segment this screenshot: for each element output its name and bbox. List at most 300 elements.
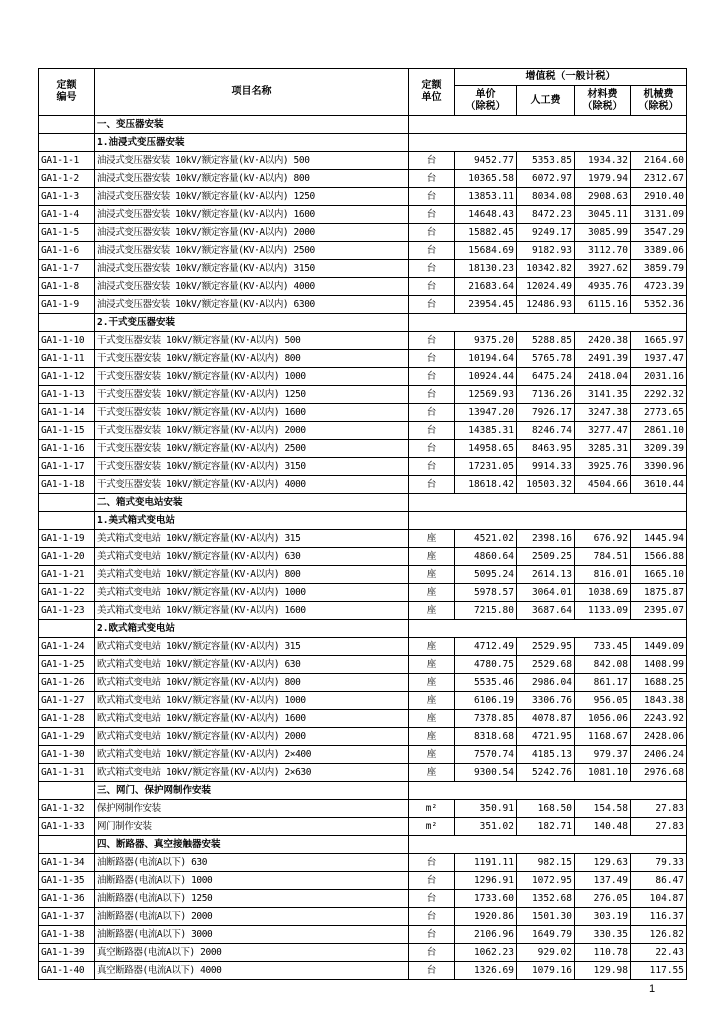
cell-material: 3112.70 — [575, 242, 631, 260]
cell-labor: 7136.26 — [517, 386, 575, 404]
cell-code: GA1-1-22 — [39, 584, 95, 602]
cell-name: 欧式箱式变电站 10kV/额定容量(KV·A以内) 1600 — [95, 710, 409, 728]
cell-name: 油断路器(电流A以下) 630 — [95, 854, 409, 872]
cell-price: 1326.69 — [455, 962, 517, 980]
cell-labor: 2529.95 — [517, 638, 575, 656]
cell-unit: 座 — [409, 692, 455, 710]
cell-name: 真空断路器(电流A以下) 2000 — [95, 944, 409, 962]
cell-code: GA1-1-5 — [39, 224, 95, 242]
cell-name: 油浸式变压器安装 10kV/额定容量(KV·A以内) 2000 — [95, 224, 409, 242]
cell-material: 842.08 — [575, 656, 631, 674]
cell-material: 3045.11 — [575, 206, 631, 224]
cell-labor: 2529.68 — [517, 656, 575, 674]
cell-material: 1056.06 — [575, 710, 631, 728]
cell-material: 816.01 — [575, 566, 631, 584]
table-row — [39, 422, 687, 440]
cell-labor: 8246.74 — [517, 422, 575, 440]
cell-code: GA1-1-20 — [39, 548, 95, 566]
cell-name: 保护网制作安装 — [95, 800, 409, 818]
cell-name: 欧式箱式变电站 10kV/额定容量(KV·A以内) 2×400 — [95, 746, 409, 764]
cell-unit: 座 — [409, 638, 455, 656]
cell-labor: 2509.25 — [517, 548, 575, 566]
cell-material: 861.17 — [575, 674, 631, 692]
cell-machine: 1937.47 — [631, 350, 687, 368]
cell-price: 351.02 — [455, 818, 517, 836]
table-row — [39, 602, 687, 620]
cell-material: 784.51 — [575, 548, 631, 566]
cell-labor: 2986.04 — [517, 674, 575, 692]
section-title: 1.美式箱式变电站 — [95, 512, 409, 530]
table-body — [39, 116, 687, 980]
cell-labor: 1079.16 — [517, 962, 575, 980]
cell-machine: 27.83 — [631, 818, 687, 836]
section-row — [39, 836, 687, 854]
cell-unit: 台 — [409, 422, 455, 440]
cell-name: 干式变压器安装 10kV/额定容量(KV·A以内) 1000 — [95, 368, 409, 386]
cell-material: 154.58 — [575, 800, 631, 818]
cell-name: 欧式箱式变电站 10kV/额定容量(KV·A以内) 630 — [95, 656, 409, 674]
cell-code: GA1-1-36 — [39, 890, 95, 908]
table-header — [39, 69, 687, 116]
cell-unit: 台 — [409, 206, 455, 224]
table-row — [39, 368, 687, 386]
table-row — [39, 962, 687, 980]
cell-labor: 6072.97 — [517, 170, 575, 188]
table-row — [39, 548, 687, 566]
cell-labor: 1501.30 — [517, 908, 575, 926]
cell-material: 1934.32 — [575, 152, 631, 170]
table-row — [39, 152, 687, 170]
cell-material: 2420.38 — [575, 332, 631, 350]
cell-labor: 1072.95 — [517, 872, 575, 890]
cell-labor: 5353.85 — [517, 152, 575, 170]
section-fill-cell — [409, 620, 687, 638]
cell-name: 干式变压器安装 10kV/额定容量(KV·A以内) 2500 — [95, 440, 409, 458]
header-machine: 机械费 （除税） — [631, 86, 687, 116]
cell-price: 7570.74 — [455, 746, 517, 764]
cell-code: GA1-1-30 — [39, 746, 95, 764]
cell-unit: 台 — [409, 458, 455, 476]
section-code-cell — [39, 134, 95, 152]
section-code-cell — [39, 620, 95, 638]
cell-machine: 1843.38 — [631, 692, 687, 710]
section-title: 2.干式变压器安装 — [95, 314, 409, 332]
cell-unit: 台 — [409, 332, 455, 350]
section-fill-cell — [409, 512, 687, 530]
section-code-cell — [39, 836, 95, 854]
table-row — [39, 404, 687, 422]
cell-unit: 台 — [409, 152, 455, 170]
cell-labor: 12024.49 — [517, 278, 575, 296]
cell-price: 21683.64 — [455, 278, 517, 296]
cell-code: GA1-1-32 — [39, 800, 95, 818]
cell-unit: 台 — [409, 278, 455, 296]
cell-unit: 台 — [409, 224, 455, 242]
cell-unit: 台 — [409, 890, 455, 908]
table-row — [39, 188, 687, 206]
cell-price: 4712.49 — [455, 638, 517, 656]
cell-price: 1062.23 — [455, 944, 517, 962]
cell-material: 733.45 — [575, 638, 631, 656]
cell-machine: 2861.10 — [631, 422, 687, 440]
cell-unit: 台 — [409, 872, 455, 890]
cell-name: 美式箱式变电站 10kV/额定容量(KV·A以内) 800 — [95, 566, 409, 584]
cell-price: 10194.64 — [455, 350, 517, 368]
cell-machine: 22.43 — [631, 944, 687, 962]
cell-machine: 3610.44 — [631, 476, 687, 494]
section-fill-cell — [409, 314, 687, 332]
cell-labor: 4078.87 — [517, 710, 575, 728]
cell-name: 油浸式变压器安装 10kV/额定容量(kV·A以内) 1600 — [95, 206, 409, 224]
cell-unit: 座 — [409, 674, 455, 692]
cell-name: 欧式箱式变电站 10kV/额定容量(KV·A以内) 2×630 — [95, 764, 409, 782]
header-material: 材料费 （除税） — [575, 86, 631, 116]
cell-name: 油浸式变压器安装 10kV/额定容量(kV·A以内) 500 — [95, 152, 409, 170]
table-row — [39, 764, 687, 782]
cell-machine: 1449.09 — [631, 638, 687, 656]
cell-price: 13853.11 — [455, 188, 517, 206]
cell-unit: 台 — [409, 296, 455, 314]
cell-material: 276.05 — [575, 890, 631, 908]
cell-unit: m² — [409, 818, 455, 836]
cell-price: 4860.64 — [455, 548, 517, 566]
cell-unit: 台 — [409, 350, 455, 368]
cell-price: 9300.54 — [455, 764, 517, 782]
cell-labor: 3306.76 — [517, 692, 575, 710]
cell-name: 油断路器(电流A以下) 2000 — [95, 908, 409, 926]
table-row — [39, 260, 687, 278]
cell-material: 3285.31 — [575, 440, 631, 458]
cell-code: GA1-1-25 — [39, 656, 95, 674]
table-row — [39, 350, 687, 368]
table-row — [39, 656, 687, 674]
cell-name: 干式变压器安装 10kV/额定容量(KV·A以内) 3150 — [95, 458, 409, 476]
cell-material: 129.98 — [575, 962, 631, 980]
cell-name: 油浸式变压器安装 10kV/额定容量(kV·A以内) 800 — [95, 170, 409, 188]
cell-price: 14648.43 — [455, 206, 517, 224]
cell-price: 15684.69 — [455, 242, 517, 260]
cell-unit: 台 — [409, 944, 455, 962]
cell-unit: 台 — [409, 170, 455, 188]
table-row — [39, 224, 687, 242]
cell-labor: 9914.33 — [517, 458, 575, 476]
cell-unit: 台 — [409, 188, 455, 206]
cell-price: 9452.77 — [455, 152, 517, 170]
cell-material: 3277.47 — [575, 422, 631, 440]
cell-code: GA1-1-38 — [39, 926, 95, 944]
table-row — [39, 296, 687, 314]
cell-name: 油浸式变压器安装 10kV/额定容量(KV·A以内) 6300 — [95, 296, 409, 314]
cell-unit: 台 — [409, 926, 455, 944]
cell-labor: 4721.95 — [517, 728, 575, 746]
cell-labor: 1649.79 — [517, 926, 575, 944]
cell-unit: 座 — [409, 602, 455, 620]
cell-machine: 104.87 — [631, 890, 687, 908]
cell-name: 干式变压器安装 10kV/额定容量(KV·A以内) 1250 — [95, 386, 409, 404]
cell-code: GA1-1-40 — [39, 962, 95, 980]
cell-labor: 8472.23 — [517, 206, 575, 224]
section-code-cell — [39, 494, 95, 512]
cell-material: 1081.10 — [575, 764, 631, 782]
header-unit: 定额 单位 — [409, 69, 455, 116]
cell-price: 5535.46 — [455, 674, 517, 692]
cell-price: 6106.19 — [455, 692, 517, 710]
cell-price: 18130.23 — [455, 260, 517, 278]
cell-labor: 5242.76 — [517, 764, 575, 782]
cell-material: 3085.99 — [575, 224, 631, 242]
table-row — [39, 944, 687, 962]
cell-material: 2908.63 — [575, 188, 631, 206]
cell-machine: 1665.97 — [631, 332, 687, 350]
cell-code: GA1-1-3 — [39, 188, 95, 206]
table-row — [39, 530, 687, 548]
cell-name: 美式箱式变电站 10kV/额定容量(KV·A以内) 1600 — [95, 602, 409, 620]
cell-price: 2106.96 — [455, 926, 517, 944]
cell-unit: 座 — [409, 656, 455, 674]
cell-price: 10924.44 — [455, 368, 517, 386]
cell-material: 4504.66 — [575, 476, 631, 494]
cell-labor: 929.02 — [517, 944, 575, 962]
cell-name: 欧式箱式变电站 10kV/额定容量(KV·A以内) 1000 — [95, 692, 409, 710]
cell-code: GA1-1-4 — [39, 206, 95, 224]
cell-material: 956.05 — [575, 692, 631, 710]
cell-price: 18618.42 — [455, 476, 517, 494]
cell-labor: 1352.68 — [517, 890, 575, 908]
cell-code: GA1-1-23 — [39, 602, 95, 620]
cell-machine: 4723.39 — [631, 278, 687, 296]
cell-material: 3141.35 — [575, 386, 631, 404]
section-title: 四、断路器、真空接触器安装 — [95, 836, 409, 854]
cell-machine: 2910.40 — [631, 188, 687, 206]
cell-unit: 座 — [409, 548, 455, 566]
cell-material: 110.78 — [575, 944, 631, 962]
section-row — [39, 314, 687, 332]
table-row — [39, 818, 687, 836]
section-row — [39, 620, 687, 638]
cell-code: GA1-1-35 — [39, 872, 95, 890]
cell-machine: 3859.79 — [631, 260, 687, 278]
cell-labor: 8463.95 — [517, 440, 575, 458]
table-row — [39, 278, 687, 296]
cell-labor: 7926.17 — [517, 404, 575, 422]
cell-material: 2491.39 — [575, 350, 631, 368]
cell-unit: 台 — [409, 962, 455, 980]
section-fill-cell — [409, 836, 687, 854]
cell-material: 330.35 — [575, 926, 631, 944]
cell-machine: 126.82 — [631, 926, 687, 944]
cell-code: GA1-1-2 — [39, 170, 95, 188]
cell-machine: 2243.92 — [631, 710, 687, 728]
section-row — [39, 782, 687, 800]
table-row — [39, 584, 687, 602]
table-row — [39, 908, 687, 926]
cell-labor: 3687.64 — [517, 602, 575, 620]
cell-price: 1296.91 — [455, 872, 517, 890]
cell-code: GA1-1-19 — [39, 530, 95, 548]
cell-machine: 117.55 — [631, 962, 687, 980]
cell-material: 6115.16 — [575, 296, 631, 314]
cell-name: 油断路器(电流A以下) 1000 — [95, 872, 409, 890]
cell-unit: m² — [409, 800, 455, 818]
cell-price: 17231.05 — [455, 458, 517, 476]
header-code: 定额 编号 — [39, 69, 95, 116]
cell-material: 1979.94 — [575, 170, 631, 188]
cell-unit: 座 — [409, 584, 455, 602]
section-code-cell — [39, 782, 95, 800]
cell-code: GA1-1-29 — [39, 728, 95, 746]
section-code-cell — [39, 314, 95, 332]
cell-unit: 台 — [409, 242, 455, 260]
cell-code: GA1-1-28 — [39, 710, 95, 728]
cell-machine: 1688.25 — [631, 674, 687, 692]
cell-price: 5095.24 — [455, 566, 517, 584]
cell-price: 1733.60 — [455, 890, 517, 908]
cell-machine: 3131.09 — [631, 206, 687, 224]
table-row — [39, 206, 687, 224]
table-row — [39, 854, 687, 872]
cell-material: 1038.69 — [575, 584, 631, 602]
cell-price: 14385.31 — [455, 422, 517, 440]
cell-machine: 116.37 — [631, 908, 687, 926]
cell-code: GA1-1-13 — [39, 386, 95, 404]
section-fill-cell — [409, 494, 687, 512]
cell-machine: 1665.10 — [631, 566, 687, 584]
cell-price: 14958.65 — [455, 440, 517, 458]
cell-unit: 座 — [409, 566, 455, 584]
cell-machine: 2031.16 — [631, 368, 687, 386]
cell-name: 美式箱式变电站 10kV/额定容量(KV·A以内) 1000 — [95, 584, 409, 602]
cell-code: GA1-1-10 — [39, 332, 95, 350]
table-row — [39, 692, 687, 710]
page-number: 1 — [649, 983, 656, 995]
cell-unit: 座 — [409, 746, 455, 764]
cell-code: GA1-1-1 — [39, 152, 95, 170]
cell-material: 129.63 — [575, 854, 631, 872]
quota-table — [38, 68, 687, 980]
cell-code: GA1-1-17 — [39, 458, 95, 476]
section-title: 二、箱式变电站安装 — [95, 494, 409, 512]
cell-material: 303.19 — [575, 908, 631, 926]
cell-name: 油浸式变压器安装 10kV/额定容量(KV·A以内) 4000 — [95, 278, 409, 296]
cell-unit: 座 — [409, 764, 455, 782]
cell-material: 676.92 — [575, 530, 631, 548]
table-row — [39, 386, 687, 404]
cell-price: 7215.80 — [455, 602, 517, 620]
cell-code: GA1-1-15 — [39, 422, 95, 440]
section-row — [39, 494, 687, 512]
cell-machine: 3547.29 — [631, 224, 687, 242]
cell-material: 3925.76 — [575, 458, 631, 476]
cell-code: GA1-1-7 — [39, 260, 95, 278]
table-row — [39, 926, 687, 944]
cell-machine: 2428.06 — [631, 728, 687, 746]
cell-price: 12569.93 — [455, 386, 517, 404]
cell-labor: 9249.17 — [517, 224, 575, 242]
table-row — [39, 890, 687, 908]
section-title: 三、网门、保护网制作安装 — [95, 782, 409, 800]
cell-price: 350.91 — [455, 800, 517, 818]
cell-labor: 4185.13 — [517, 746, 575, 764]
cell-name: 欧式箱式变电站 10kV/额定容量(KV·A以内) 2000 — [95, 728, 409, 746]
cell-material: 140.48 — [575, 818, 631, 836]
cell-name: 干式变压器安装 10kV/额定容量(KV·A以内) 2000 — [95, 422, 409, 440]
cell-price: 4521.02 — [455, 530, 517, 548]
cell-code: GA1-1-16 — [39, 440, 95, 458]
cell-labor: 3064.01 — [517, 584, 575, 602]
cell-labor: 5765.78 — [517, 350, 575, 368]
cell-name: 油浸式变压器安装 10kV/额定容量(KV·A以内) 3150 — [95, 260, 409, 278]
cell-unit: 座 — [409, 530, 455, 548]
cell-material: 1168.67 — [575, 728, 631, 746]
table-row — [39, 440, 687, 458]
section-fill-cell — [409, 782, 687, 800]
cell-unit: 台 — [409, 854, 455, 872]
cell-price: 10365.58 — [455, 170, 517, 188]
table-row — [39, 728, 687, 746]
cell-code: GA1-1-12 — [39, 368, 95, 386]
cell-code: GA1-1-26 — [39, 674, 95, 692]
cell-code: GA1-1-21 — [39, 566, 95, 584]
cell-labor: 6475.24 — [517, 368, 575, 386]
cell-name: 干式变压器安装 10kV/额定容量(KV·A以内) 800 — [95, 350, 409, 368]
table-row — [39, 710, 687, 728]
cell-machine: 3390.96 — [631, 458, 687, 476]
cell-code: GA1-1-34 — [39, 854, 95, 872]
section-code-cell — [39, 116, 95, 134]
cell-labor: 10342.82 — [517, 260, 575, 278]
cell-machine: 2395.07 — [631, 602, 687, 620]
cell-labor: 12486.93 — [517, 296, 575, 314]
cell-unit: 台 — [409, 386, 455, 404]
table-row — [39, 638, 687, 656]
cell-code: GA1-1-8 — [39, 278, 95, 296]
table-row — [39, 872, 687, 890]
cell-code: GA1-1-9 — [39, 296, 95, 314]
header-vat: 增值税（一般计税） — [455, 69, 687, 86]
table-row — [39, 746, 687, 764]
cell-labor: 9182.93 — [517, 242, 575, 260]
section-row — [39, 134, 687, 152]
cell-material: 1133.09 — [575, 602, 631, 620]
cell-machine: 1408.99 — [631, 656, 687, 674]
cell-material: 137.49 — [575, 872, 631, 890]
cell-machine: 2773.65 — [631, 404, 687, 422]
section-title: 1.油浸式变压器安装 — [95, 134, 409, 152]
cell-price: 5978.57 — [455, 584, 517, 602]
cell-labor: 8034.08 — [517, 188, 575, 206]
cell-code: GA1-1-27 — [39, 692, 95, 710]
table-row — [39, 242, 687, 260]
cell-name: 油浸式变压器安装 10kV/额定容量(KV·A以内) 2500 — [95, 242, 409, 260]
table-row — [39, 566, 687, 584]
cell-labor: 2398.16 — [517, 530, 575, 548]
cell-price: 13947.20 — [455, 404, 517, 422]
cell-unit: 台 — [409, 368, 455, 386]
cell-material: 3247.38 — [575, 404, 631, 422]
cell-machine: 2312.67 — [631, 170, 687, 188]
cell-name: 干式变压器安装 10kV/额定容量(KV·A以内) 1600 — [95, 404, 409, 422]
cell-labor: 2614.13 — [517, 566, 575, 584]
cell-machine: 2292.32 — [631, 386, 687, 404]
cell-machine: 27.83 — [631, 800, 687, 818]
cell-machine: 2406.24 — [631, 746, 687, 764]
cell-price: 23954.45 — [455, 296, 517, 314]
cell-code: GA1-1-24 — [39, 638, 95, 656]
header-labor: 人工费 — [517, 86, 575, 116]
table-row — [39, 458, 687, 476]
cell-machine: 5352.36 — [631, 296, 687, 314]
cell-name: 油断路器(电流A以下) 3000 — [95, 926, 409, 944]
